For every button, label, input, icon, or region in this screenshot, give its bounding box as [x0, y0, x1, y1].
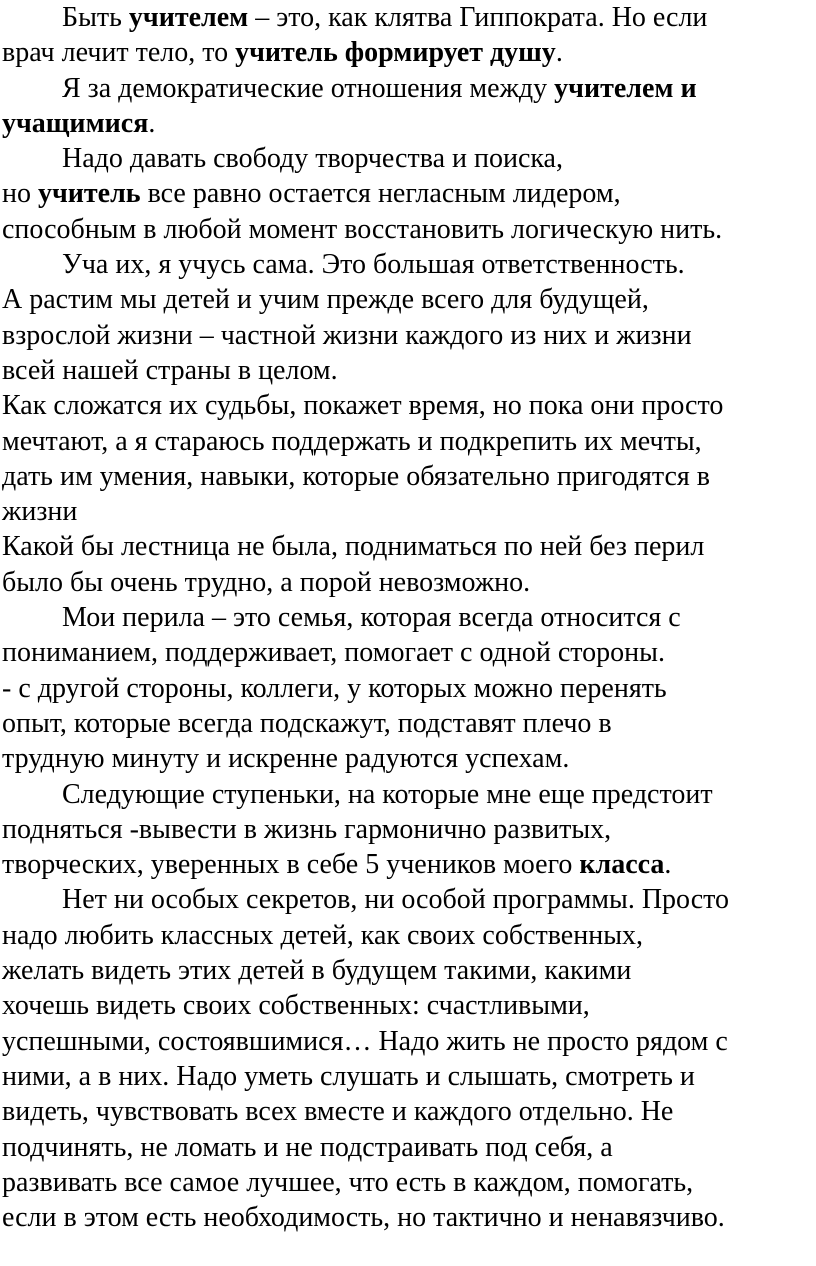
text-segment: если в этом есть необходимость, но тактично и ненавязчиво.: [2, 1202, 725, 1234]
text-segment: надо любить классных детей, как своих собственных,: [2, 919, 644, 951]
text-segment: Как сложатся их судьбы, покажет время, но пока они просто: [2, 390, 724, 422]
bold-text: учащимися: [2, 107, 149, 139]
text-segment: мечтают, а я стараюсь поддержать и подкрепить их мечты,: [2, 425, 702, 457]
text-segment: .: [148, 107, 156, 139]
text-line: [2, 777, 810, 812]
text-line: [2, 812, 810, 847]
text-line: [2, 494, 810, 529]
text-segment: взрослой жизни – частной жизни каждого из них и жизни: [2, 319, 692, 351]
text-line: [2, 282, 810, 317]
text-line: [2, 35, 810, 70]
text-segment: способным в любой момент восстановить логическую нить.: [2, 213, 723, 245]
text-segment: Уча их, я учусь сама. Это большая ответственность.: [62, 249, 685, 281]
text-line: [2, 706, 810, 741]
text-line: [2, 847, 810, 882]
text-segment: всей нашей страны в целом.: [2, 354, 338, 386]
text-line: [2, 0, 810, 35]
text-line: [2, 353, 810, 388]
text-line: [2, 600, 810, 635]
text-segment: ними, а в них. Надо уметь слушать и слышать, смотреть и: [2, 1060, 695, 1092]
text-segment: врач лечит тело, то: [2, 37, 236, 69]
text-segment: А растим мы детей и учим прежде всего для будущей,: [2, 284, 649, 316]
text-segment: дать им умения, навыки, которые обязательно пригодятся в: [2, 460, 710, 492]
text-line: [2, 459, 810, 494]
text-line: [2, 71, 810, 106]
text-line: [2, 529, 810, 564]
text-segment: желать видеть этих детей в будущем такими, какими: [2, 955, 632, 987]
bold-text: класса: [579, 849, 665, 881]
text-line: [2, 1059, 810, 1094]
text-line: [2, 318, 810, 353]
text-line: [2, 388, 810, 423]
text-segment: .: [664, 849, 672, 881]
text-segment: – это, как клятва Гиппократа. Но если: [248, 2, 708, 33]
text-segment: .: [555, 37, 563, 69]
text-segment: подчинять, не ломать и не подстраивать под себя, а: [2, 1131, 613, 1163]
text-segment: - с другой стороны, коллеги, у которых можно перенять: [2, 672, 667, 704]
text-segment: опыт, которые всегда подскажут, подставят плечо в: [2, 707, 612, 739]
text-line: [2, 247, 810, 282]
bold-text: учитель: [37, 178, 141, 210]
text-line: [2, 882, 810, 917]
text-line: [2, 988, 810, 1023]
text-segment: Нет ни особых секретов, ни особой программы. Просто: [62, 884, 730, 916]
text-segment: Какой бы лестница не была, подниматься по ней без перил: [2, 531, 705, 563]
text-segment: жизни: [2, 496, 78, 528]
text-line: [2, 671, 810, 706]
text-segment: Быть: [62, 2, 129, 33]
text-segment: Следующие ступеньки, на которые мне еще предстоит: [62, 778, 713, 810]
text-segment: видеть, чувствовать всех вместе и каждого отдельно. Не: [2, 1096, 674, 1128]
bold-text: учителем: [128, 2, 249, 33]
text-line: [2, 1165, 810, 1200]
text-line: [2, 1094, 810, 1129]
text-segment: хочешь видеть своих собственных: счастливыми,: [2, 990, 590, 1022]
text-line: [2, 635, 810, 670]
text-line: [2, 106, 810, 141]
text-line: [2, 565, 810, 600]
text-line: [2, 424, 810, 459]
text-segment: было бы очень трудно, а порой невозможно.: [2, 566, 531, 598]
document-body: [2, 0, 810, 1235]
text-segment: Я за демократические отношения между: [62, 72, 555, 104]
text-line: [2, 176, 810, 211]
text-segment: Мои перила – это семья, которая всегда относится с: [62, 602, 681, 634]
text-segment: пониманием, поддерживает, помогает с одной стороны.: [2, 637, 665, 669]
bold-text: учителем и: [554, 72, 697, 104]
text-line: [2, 741, 810, 776]
text-line: [2, 212, 810, 247]
text-segment: все равно остается негласным лидером,: [140, 178, 621, 210]
text-line: [2, 953, 810, 988]
text-segment: развивать все самое лучшее, что есть в каждом, помогать,: [2, 1166, 694, 1198]
text-line: [2, 918, 810, 953]
text-segment: трудную минуту и искренне радуются успехам.: [2, 743, 570, 775]
text-line: [2, 1200, 810, 1235]
bold-text: учитель формирует душу: [235, 37, 556, 69]
text-segment: но: [2, 178, 38, 210]
text-segment: успешными, состоявшимися… Надо жить не просто рядом с: [2, 1025, 728, 1057]
text-segment: Надо давать свободу творчества и поиска,: [62, 143, 563, 175]
text-line: [2, 141, 810, 176]
text-line: [2, 1024, 810, 1059]
text-line: [2, 1130, 810, 1165]
text-segment: творческих, уверенных в себе 5 учеников моего: [2, 849, 580, 881]
text-segment: подняться -вывести в жизнь гармонично развитых,: [2, 813, 612, 845]
